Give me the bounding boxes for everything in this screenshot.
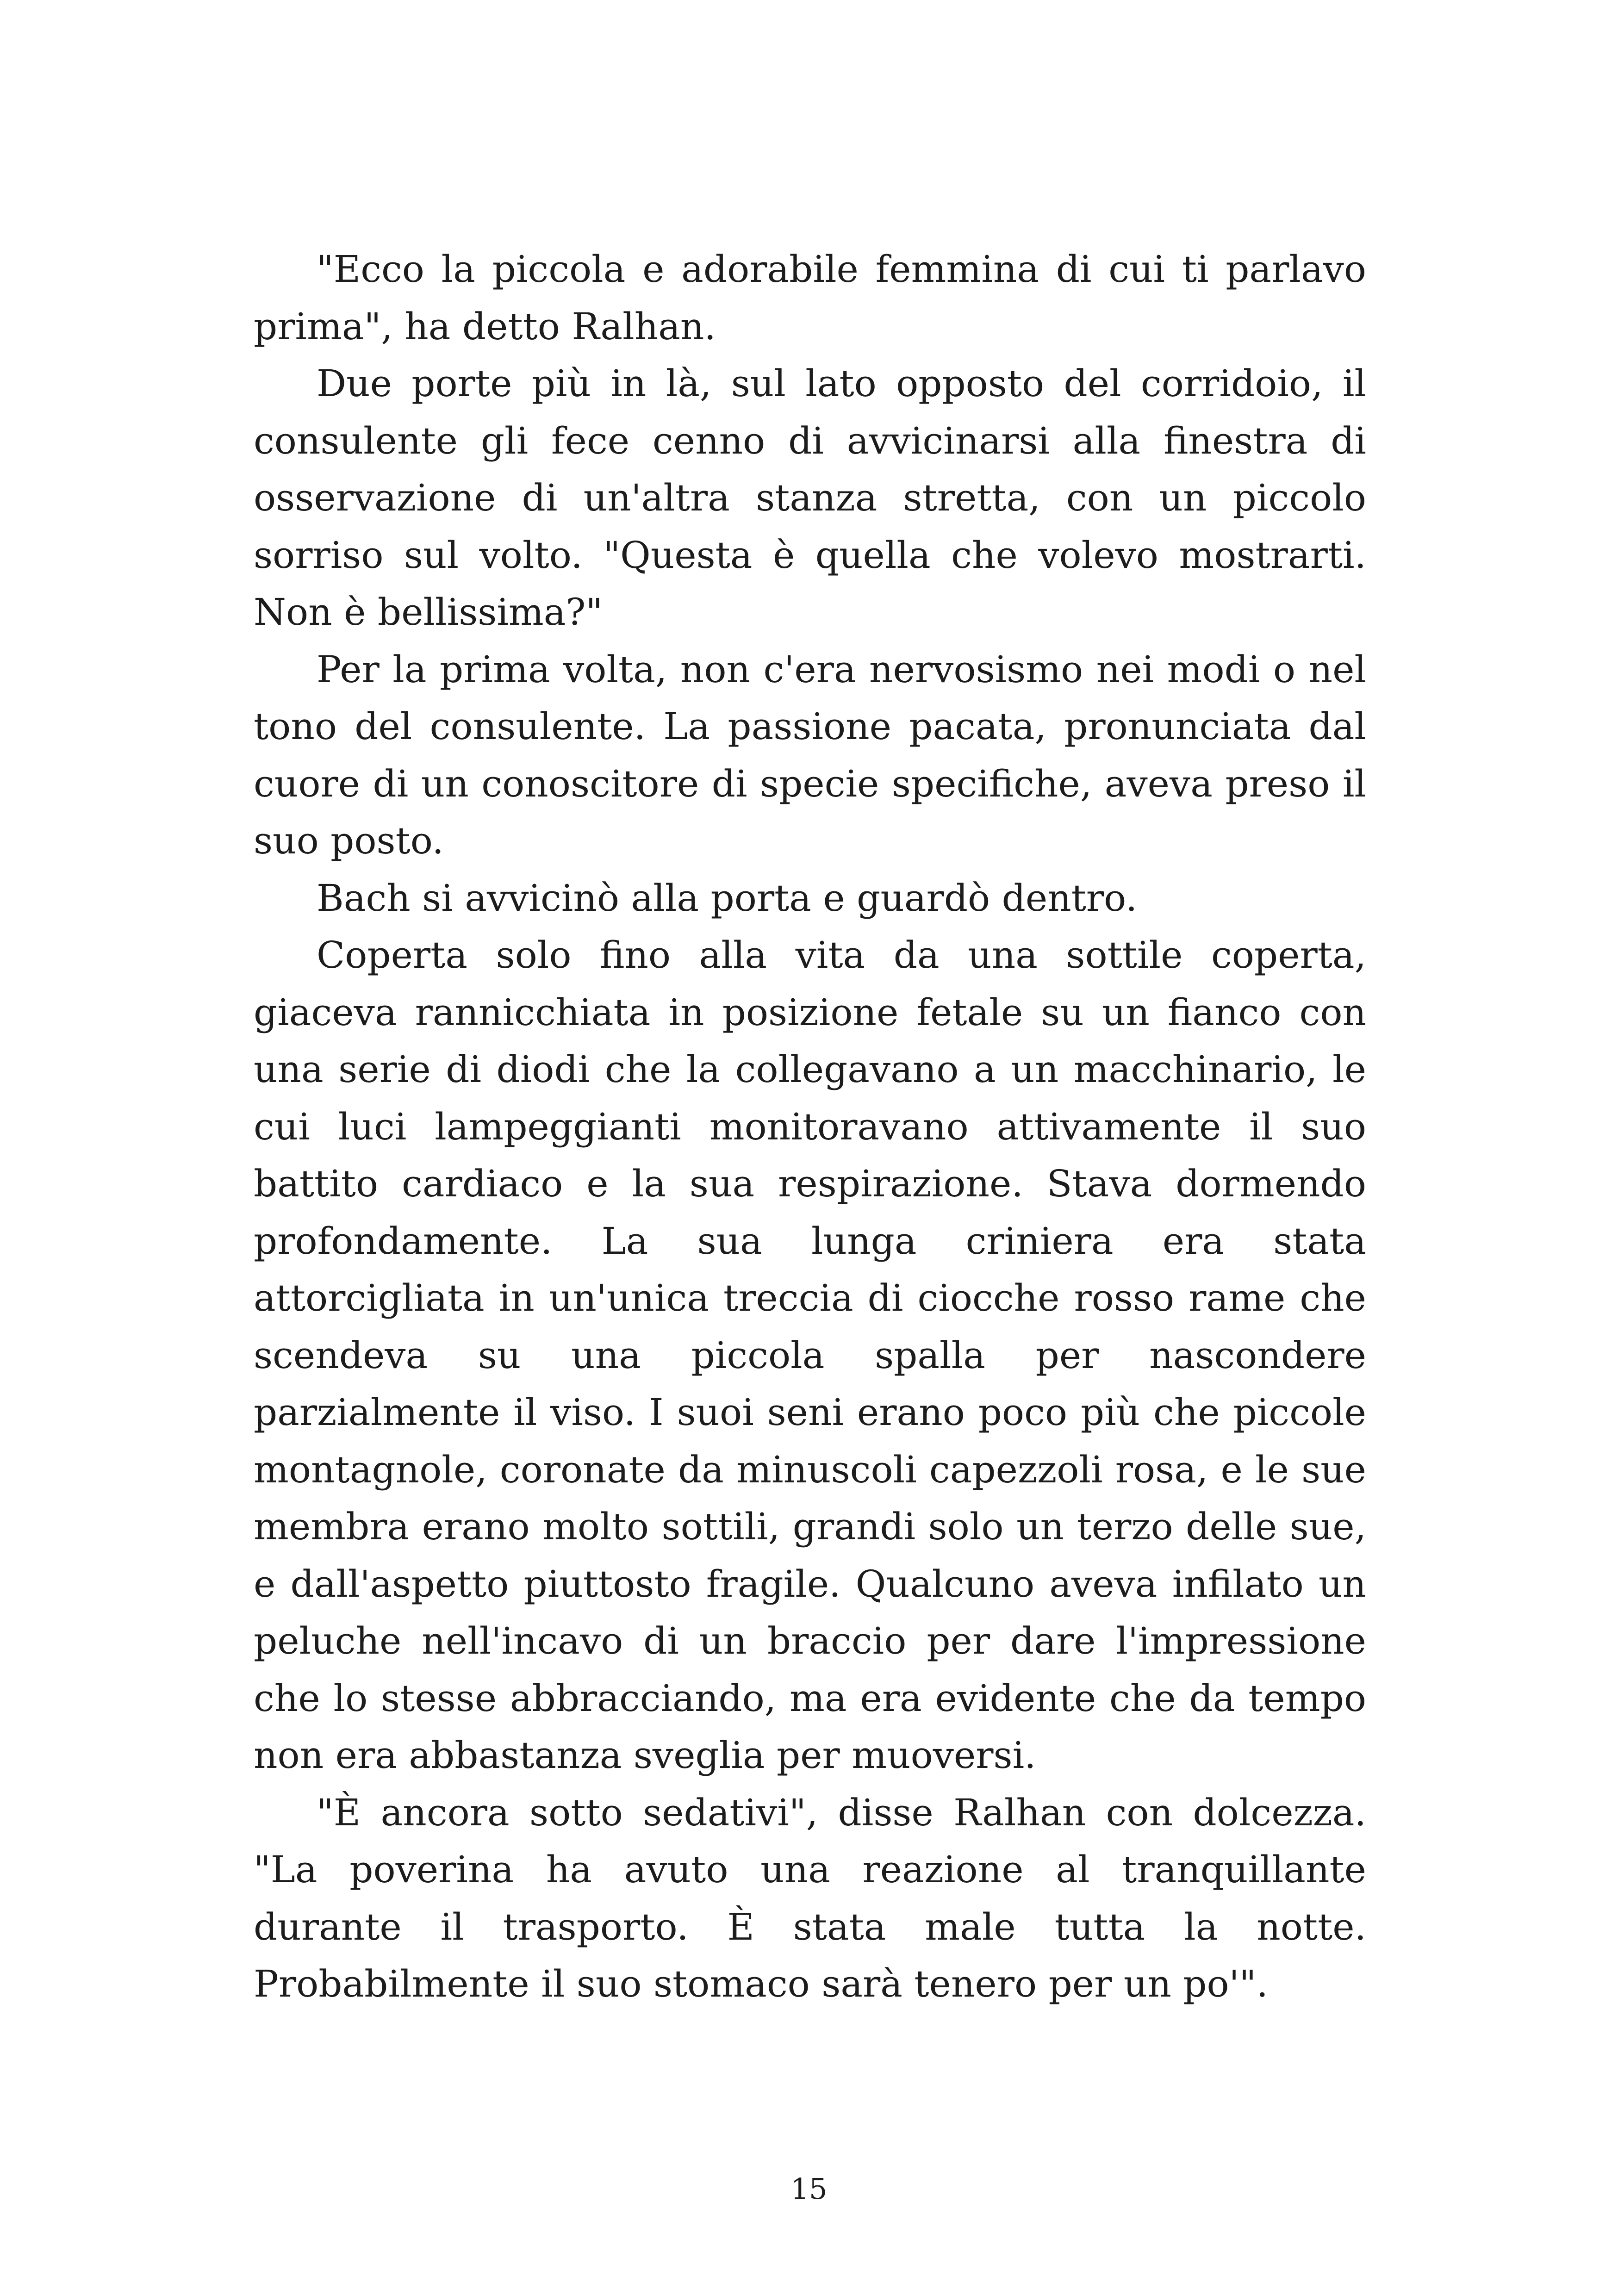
paragraph: "È ancora sotto sedativi", disse Ralhan con dolcezza. "La poverina ha avuto una reazione al tranquillante durante il trasporto. È stata male tutta la notte. Probabilmente il suo stomaco sarà tenero per un po'". (254, 1791, 1366, 2005)
page-number: 15 (790, 2172, 828, 2206)
paragraph: Per la prima volta, non c'era nervosismo nei modi o nel tono del consulente. La passione pacata, pronunciata dal cuore di un conoscitore di specie specifiche, aveva preso il suo posto. (254, 647, 1366, 862)
body-text (254, 241, 1366, 2013)
paragraph: Bach si avvicinò alla porta e guardò dentro. (317, 876, 1138, 920)
paragraph: "Ecco la piccola e adorabile femmina di cui ti parlavo prima", ha detto Ralhan. (254, 248, 1366, 348)
paragraph: Due porte più in là, sul lato opposto del corridoio, il consulente gli fece cenno di avvicinarsi alla finestra di osservazione di un'altra stanza stretta, con un piccolo sorriso sul volto. "Questa è quella che volevo mostrarti. Non è bellissima?" (254, 362, 1366, 634)
paragraph: Coperta solo fino alla vita da una sottile coperta, giaceva rannicchiata in posizione fetale su un fianco con una serie di diodi che la collegavano a un macchinario, le cui luci lampeggianti monitoravano attivamente il suo battito cardiaco e la sua respirazione. Stava dormendo profondamente. La sua lunga criniera era stata attorcigliata in un'unica treccia di ciocche rosso rame che scendeva su una piccola spalla per nascondere parzialmente il viso. I suoi seni erano poco più che piccole montagnole, coronate da minuscoli capezzoli rosa, e le sue membra erano molto sottili, grandi solo un terzo delle sue, e dall'aspetto piuttosto fragile. Qualcuno aveva infilato un peluche nell'incavo di un braccio per dare l'impressione che lo stesse abbracciando, ma era evidente che da tempo non era abbastanza sveglia per muoversi. (254, 933, 1366, 1777)
